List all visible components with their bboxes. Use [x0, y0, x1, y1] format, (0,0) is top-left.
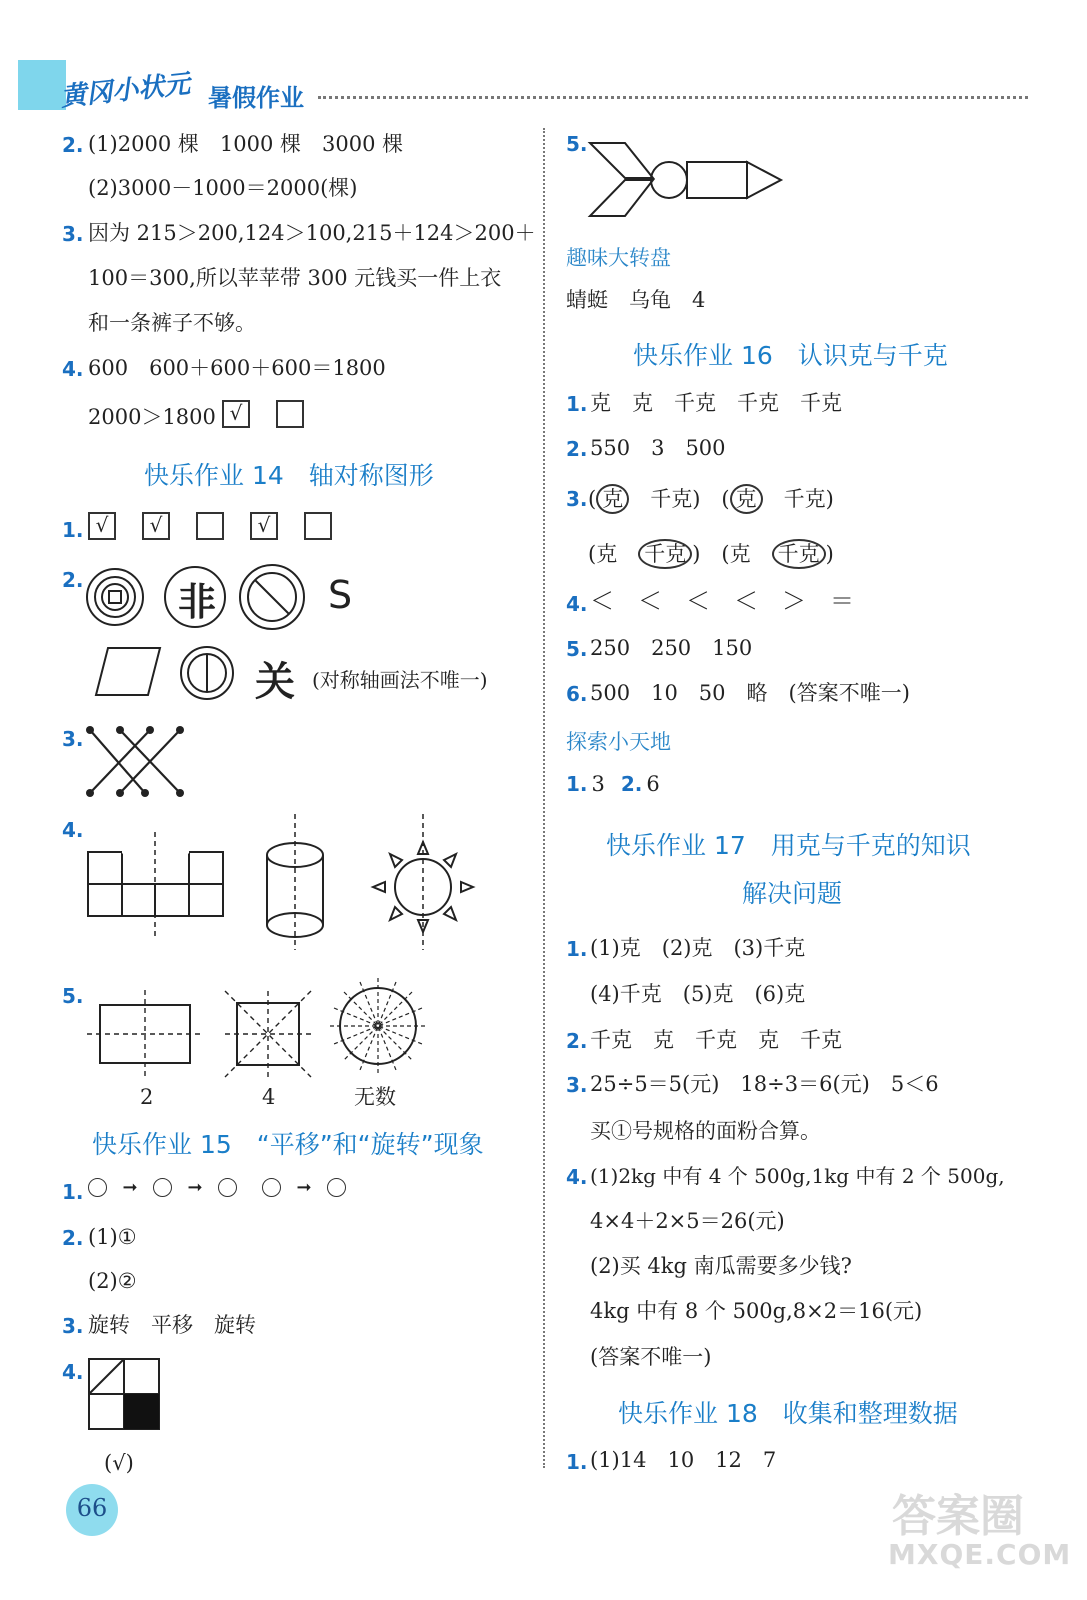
- q2-number: 2.: [62, 133, 84, 157]
- page-number: 66: [76, 1494, 108, 1522]
- circle-icon: [327, 1178, 346, 1197]
- arrow-right-icon: ➞: [122, 1177, 138, 1198]
- s14-q3-number: 3.: [62, 727, 84, 751]
- parallelogram-shape: [96, 648, 160, 695]
- letter-s: S: [328, 573, 353, 617]
- s18-q1-number: 1.: [566, 1450, 588, 1474]
- s16-q5-number: 5.: [566, 637, 588, 661]
- s15-q2-line2: (2)②: [88, 1269, 137, 1293]
- q3-line1: 因为 215＞200,124＞100,215＋124＞200＋: [88, 221, 536, 245]
- q2-line2: (2)3000－1000＝2000(棵): [88, 176, 358, 200]
- checkbox: √: [250, 512, 278, 540]
- s14-q1-number: 1.: [62, 518, 84, 542]
- s16-q2-text: 550 3 500: [590, 436, 726, 460]
- s14-q5-figures: [85, 975, 435, 1085]
- s16-q3-number: 3.: [566, 487, 588, 511]
- section-16-title: 快乐作业 16 认识克与千克: [633, 341, 948, 370]
- s17-q3-number: 3.: [566, 1073, 588, 1097]
- s16-q6-number: 6.: [566, 682, 588, 706]
- q3-number: 3.: [62, 222, 84, 246]
- arrow-right-icon: ➞: [187, 1177, 203, 1198]
- s16-q4-text: ＜ ＜ ＜ ＜ ＞ ＝: [590, 587, 854, 615]
- explore-q2-number: 2.: [620, 772, 643, 796]
- s17-q4-line2: 4×4＋2×5＝26(元): [590, 1209, 785, 1233]
- q3-line3: 和一条裤子不够。: [88, 311, 256, 335]
- s16-q5-text: 250 250 150: [590, 636, 753, 660]
- plain-qianke: 千克: [650, 487, 693, 511]
- s17-q1-number: 1.: [566, 937, 588, 961]
- circled-qianke: 千克: [638, 539, 692, 569]
- column-divider: [543, 128, 545, 1468]
- section-17-title-line1: 快乐作业 17 用克与千克的知识: [606, 831, 971, 860]
- circle-icon: [153, 1178, 172, 1197]
- s17-q4-number: 4.: [566, 1165, 588, 1189]
- s16-q3-row2: (克 千克 ) (克 千克 ): [588, 539, 834, 569]
- explore-q1-value: 3: [591, 772, 605, 796]
- s15-q3-number: 3.: [62, 1314, 84, 1338]
- checkbox-checked: √: [222, 400, 250, 428]
- s15-q2-number: 2.: [62, 1226, 84, 1250]
- q4-line1: 600 600＋600＋600＝1800: [88, 356, 386, 380]
- s16-q4-number: 4.: [566, 592, 588, 616]
- s14-q2-note: (对称轴画法不唯一): [312, 668, 488, 692]
- checkbox: [304, 512, 332, 540]
- s17-q1-line2: (4)千克 (5)克 (6)克: [590, 982, 806, 1006]
- q3-line2: 100＝300,所以苹苹带 300 元钱买一件上衣: [88, 266, 502, 290]
- s17-q4-line5: (答案不唯一): [590, 1345, 712, 1369]
- watermark-logo: 答案圈: [892, 1491, 1024, 1542]
- s14-q2-number: 2.: [62, 568, 84, 592]
- checkbox: √: [142, 512, 170, 540]
- coin-icon: [87, 569, 143, 625]
- s14-q5-number: 5.: [62, 984, 84, 1008]
- checkbox: [196, 512, 224, 540]
- s15-q3-text: 旋转 平移 旋转: [88, 1313, 256, 1337]
- plain-ke: 克: [596, 542, 618, 566]
- q4-boxes: [222, 400, 330, 428]
- circled-ke: 克: [730, 484, 763, 514]
- s14-q5-label-1: 2: [140, 1085, 154, 1109]
- q4-number: 4.: [62, 357, 84, 381]
- section-14-title: 快乐作业 14 轴对称图形: [144, 461, 434, 490]
- section-18-title: 快乐作业 18 收集和整理数据: [618, 1399, 958, 1428]
- s14-q3-matching-lines: [85, 725, 195, 800]
- explore-title: 探索小天地: [566, 730, 671, 754]
- header-title: 暑假作业: [208, 84, 304, 112]
- s16-q1-number: 1.: [566, 392, 588, 416]
- plain-qianke: 千克: [783, 487, 826, 511]
- s15-q1-sequence: [88, 1177, 346, 1198]
- fun-text: 蜻蜓 乌龟 4: [566, 288, 706, 312]
- s16-q6-text: 500 10 50 略 (答案不唯一): [590, 681, 910, 705]
- s15-q4-answer: (√): [104, 1451, 134, 1475]
- s16-q2-number: 2.: [566, 437, 588, 461]
- s17-q4-line1: (1)2kg 中有 4 个 500g,1kg 中有 2 个 500g,: [590, 1164, 1005, 1188]
- s18-q1-text: (1)14 10 12 7: [590, 1448, 777, 1472]
- section-15-title: 快乐作业 15 “平移”和“旋转”现象: [92, 1130, 484, 1159]
- header-logo: 黄冈小状元: [59, 69, 192, 113]
- pedestrian-sign-icon: [181, 647, 233, 699]
- s14-q1-boxes: [88, 512, 358, 540]
- s16-q3-row1: ( 克 千克) ( 克 千克): [588, 484, 834, 514]
- s17-q3-line2: 买①号规格的面粉合算。: [590, 1119, 821, 1143]
- checkbox-empty: [276, 400, 304, 428]
- s17-q4-line4: 4kg 中有 8 个 500g,8×2＝16(元): [590, 1299, 923, 1323]
- s15-q4-number: 4.: [62, 1360, 84, 1384]
- s14-q4-number: 4.: [62, 818, 84, 842]
- guan-character: 关: [255, 659, 295, 705]
- s17-q1-line1: (1)克 (2)克 (3)千克: [590, 936, 806, 960]
- header-dotted-rule: [318, 96, 1028, 99]
- s17-q4-line3: (2)买 4kg 南瓜需要多少钱?: [590, 1254, 852, 1278]
- s14-q5-label-3: 无数: [354, 1085, 396, 1109]
- s15-q1-number: 1.: [62, 1180, 84, 1204]
- s15-q2-line1: (1)①: [88, 1225, 137, 1249]
- s14-q5-label-2: 4: [262, 1085, 276, 1109]
- circle-icon: [262, 1178, 281, 1197]
- circled-qianke: 千克: [772, 539, 826, 569]
- watermark-url: MXQE.COM: [888, 1538, 1072, 1571]
- no-sign-icon: [240, 565, 304, 629]
- explore-q1-number: 1.: [566, 772, 588, 796]
- q4-line2: 2000＞1800: [88, 405, 216, 429]
- circle-icon: [88, 1178, 107, 1197]
- s16-q1-text: 克 克 千克 千克 千克: [590, 391, 842, 415]
- s17-q3-line1: 25÷5＝5(元) 18÷3＝6(元) 5＜6: [590, 1072, 939, 1096]
- circled-ke: 克: [596, 484, 629, 514]
- s17-q2-text: 千克 克 千克 克 千克: [590, 1028, 842, 1052]
- explore-q2-value: 6: [646, 772, 660, 796]
- circle-icon: [218, 1178, 237, 1197]
- fei-character: 非: [178, 580, 217, 624]
- q2-line1: (1)2000 棵 1000 棵 3000 棵: [88, 132, 404, 156]
- r-q5-number: 5.: [566, 132, 588, 156]
- fun-title: 趣味大转盘: [566, 246, 671, 270]
- explore-answers: [566, 771, 660, 797]
- s14-q4-figures: [85, 812, 495, 952]
- s17-q2-number: 2.: [566, 1029, 588, 1053]
- s15-q4-grid: [88, 1358, 163, 1433]
- arrow-right-icon: ➞: [296, 1177, 312, 1198]
- plain-ke: 克: [729, 542, 751, 566]
- section-17-title-line2: 解决问题: [742, 879, 843, 908]
- checkbox: √: [88, 512, 116, 540]
- rocket-shape: [585, 138, 795, 223]
